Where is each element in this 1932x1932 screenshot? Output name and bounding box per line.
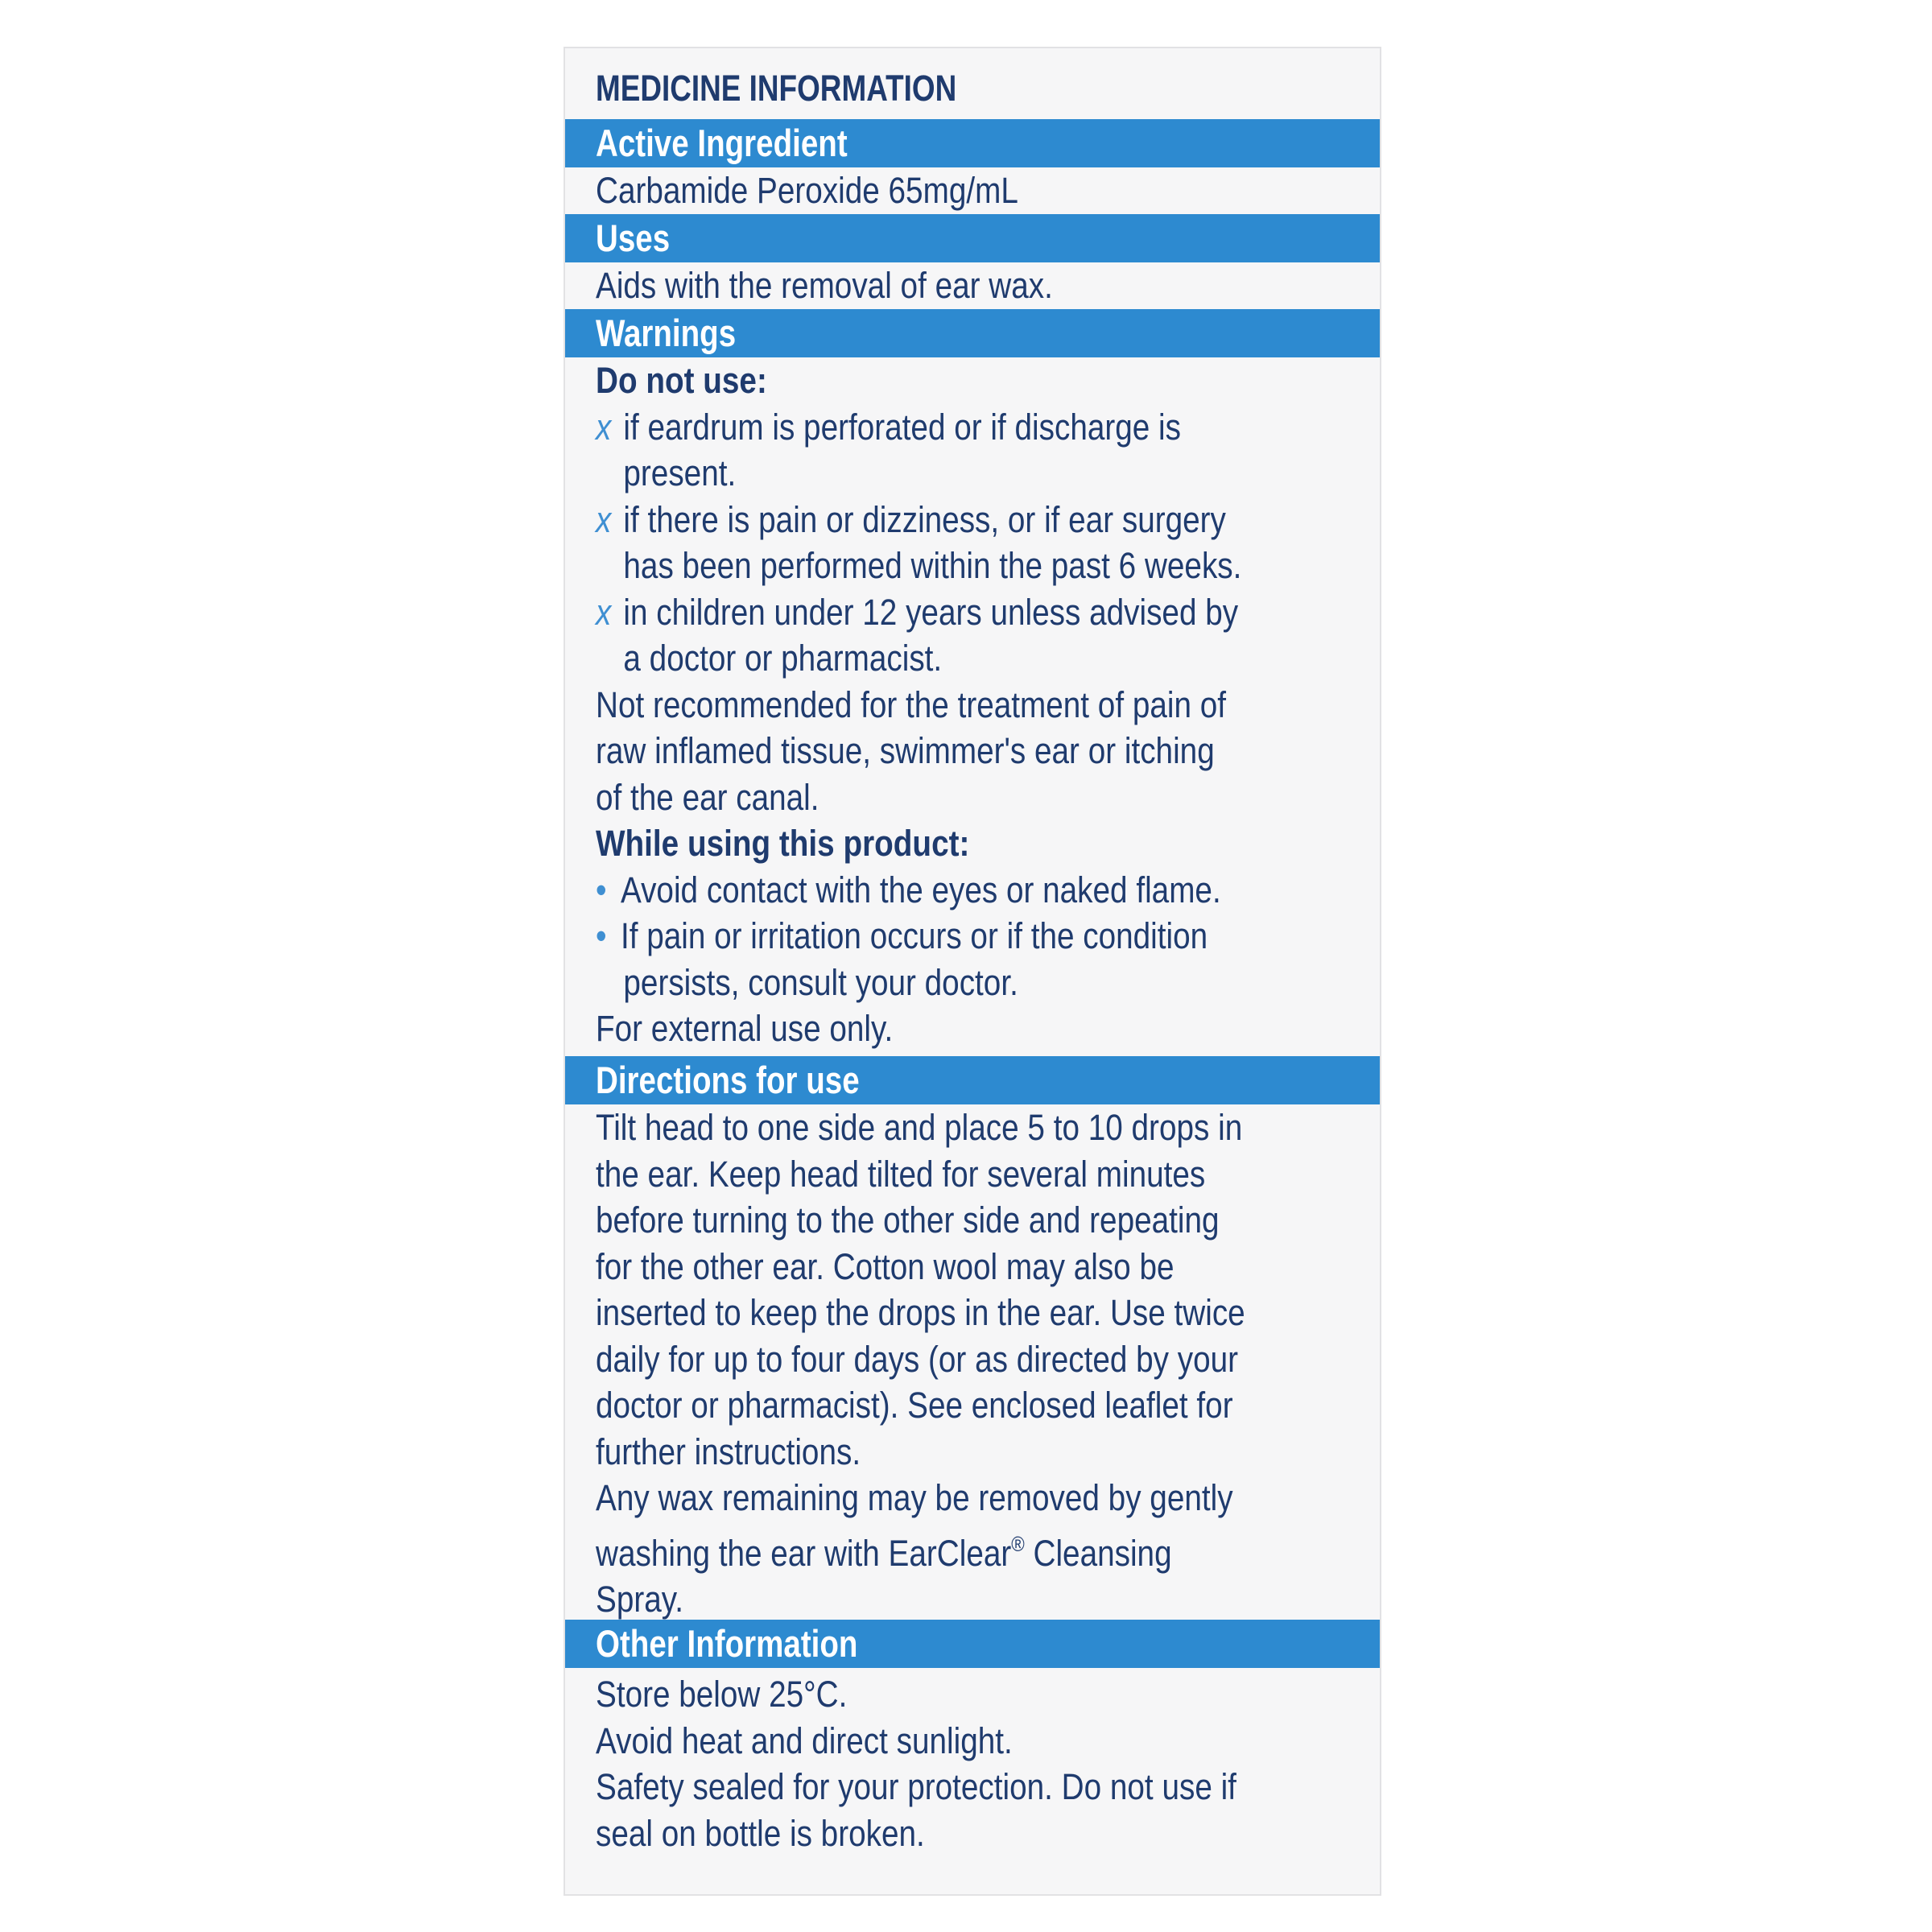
external-use-text: For external use only. (596, 1008, 894, 1049)
list-item: • Avoid contact with the eyes or naked flame. (596, 867, 1364, 914)
registered-mark: ® (1011, 1531, 1025, 1556)
other-info-heading: Other Information (565, 1620, 1380, 1668)
cross-icon: x (596, 406, 612, 448)
list-item: x if there is pain or dizziness, or if ear surgery has been performed within the past 6 weeks. (596, 497, 1364, 589)
directions-section (565, 1056, 1380, 1623)
cross-icon: x (596, 498, 612, 540)
medicine-info-panel (564, 47, 1381, 1896)
directions-heading: Directions for use (565, 1056, 1380, 1104)
list-item: • If pain or irritation occurs or if the condition persists, consult your doctor. (596, 913, 1364, 1005)
directions-text: Tilt head to one side and place 5 to 10 drops in the ear. Keep head tilted for several minutes before turning to the other side and repeating for the other ear. Cotton wool may also be inserted to keep the drops in the ear. Use twice daily for up to four days (or as directed by your doctor or pharmacist). See enclosed leaflet for further instructions. Any wax remaining may be removed by gently washing the ear with EarClear® Cleansing Spray. (596, 1107, 1245, 1620)
uses-text: Aids with the removal of ear wax. (596, 265, 1053, 306)
list-item: x if eardrum is perforated or if discharge is present. (596, 404, 1364, 497)
uses-section (565, 214, 1380, 309)
uses-heading: Uses (565, 214, 1380, 262)
list-item: x in children under 12 years unless advised by a doctor or pharmacist. (596, 589, 1364, 682)
other-info-section (565, 1620, 1380, 1856)
other-info-text: Store below 25°C. Avoid heat and direct sunlight. Safety sealed for your protection. Do not use if seal on bottle is broken. (596, 1674, 1236, 1854)
while-using-heading: While using this product: (596, 823, 970, 864)
warnings-heading: Warnings (565, 309, 1380, 357)
do-not-use-heading: Do not use: (596, 360, 767, 401)
active-ingredient-section (565, 119, 1380, 214)
active-ingredient-text: Carbamide Peroxide 65mg/mL (596, 170, 1018, 211)
bullet-icon: • (596, 869, 607, 910)
bullet-icon: • (596, 915, 607, 956)
panel-title: MEDICINE INFORMATION (596, 68, 957, 109)
cross-icon: x (596, 591, 612, 633)
warnings-section (565, 309, 1380, 1052)
not-recommended-text: Not recommended for the treatment of pain of raw inflamed tissue, swimmer's ear or itching of the ear canal. (596, 683, 1227, 818)
active-ingredient-heading: Active Ingredient (565, 119, 1380, 167)
